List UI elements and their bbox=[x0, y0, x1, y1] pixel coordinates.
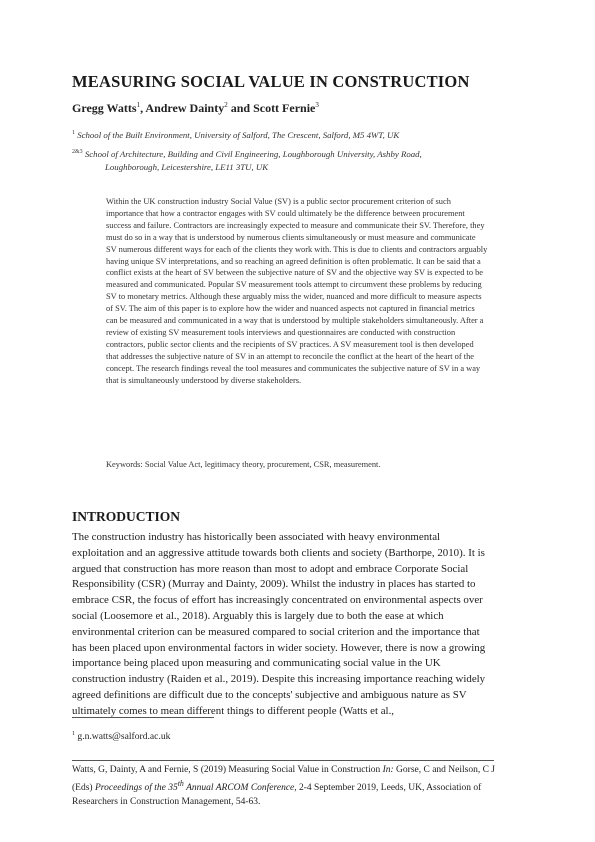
citation-proceedings bbox=[94, 779, 297, 794]
author-separator: and bbox=[227, 101, 254, 115]
author-name: Andrew Dainty bbox=[145, 101, 225, 115]
author-affiliation-marker: 1 bbox=[136, 101, 141, 109]
proceedings-title: Proceedings of the 35 bbox=[94, 783, 178, 794]
footnote-email: g.n.watts@salford.ac.uk bbox=[77, 731, 171, 743]
citation-block bbox=[72, 763, 502, 809]
paper-title: MEASURING SOCIAL VALUE IN CONSTRUCTION bbox=[72, 72, 470, 91]
citation-divider bbox=[72, 760, 494, 761]
keywords: Keywords: Social Value Act, legitimacy theory, procurement, CSR, measurement. bbox=[106, 460, 381, 469]
affiliation-text-continued: Loughborough, Leicestershire, LE11 3TU, UK bbox=[105, 161, 269, 172]
affiliation bbox=[72, 127, 399, 142]
citation-text: Gorse, C and Neilson, C J (Eds) bbox=[72, 765, 495, 794]
affiliation-text: School of the Built Environment, University of Salford, The Crescent, Salford, M5 4WT, UK bbox=[77, 129, 400, 140]
author-separator: , bbox=[140, 101, 146, 115]
proceedings-title-end: Annual ARCOM Conference, bbox=[183, 783, 297, 794]
citation-in: In: bbox=[382, 765, 394, 775]
ordinal-suffix: th bbox=[177, 779, 184, 788]
citation-text: Watts, G, Dainty, A and Fernie, S (2019) Measuring Social Value in Construction bbox=[72, 765, 383, 775]
author-name: Gregg Watts bbox=[72, 101, 137, 115]
footnote-marker: 1 bbox=[72, 731, 75, 737]
author-affiliation-marker: 3 bbox=[315, 101, 319, 109]
affiliation-text: School of Architecture, Building and Civil Engineering, Loughborough University, Ashby Road, bbox=[84, 148, 422, 159]
footnote bbox=[72, 731, 170, 742]
affiliation-marker: 2&3 bbox=[72, 149, 83, 155]
affiliation-marker: 1 bbox=[72, 130, 75, 136]
citation-text: 2-4 September 2019, Leeds, UK, Association of Researchers in Construction Management, 54-63. bbox=[72, 783, 482, 808]
body-paragraph: The construction industry has historically been associated with heavy environmental exploitation and an aggressive attitude towards both clients and society (Barthorpe, 2010). It is argued that construction has more reason than most to adopt and embrace Corporate Social Responsibility (CSR) (Murray and Dainty, 2009). Whilst the industry in places has started to embrace CSR, the focus of effort has increasingly concentrated on environmental aspects over social (Loosemore et al., 2018). Arguably this is largely due to both the ease at which environmental criterion can be measured compared to social criterion and the importance that has been placed upon environmental factors in wider society. However, there is now a growing importance being placed upon measuring and communicating social value in the UK construction industry (Raiden et al., 2019). Despite this increasing importance reaching widely agreed definitions are difficult due to the concepts' subjective and ambiguous nature as SV ultimately comes to mean different things to different people (Watts et al., bbox=[72, 531, 486, 717]
author-name: Scott Fernie bbox=[253, 101, 316, 115]
author-list bbox=[72, 101, 319, 116]
section-heading: INTRODUCTION bbox=[72, 509, 181, 524]
abstract: Within the UK construction industry Social Value (SV) is a public sector procurement criterion of such importance that how a contractor engages with SV could ultimately be the difference between procurement success and failure. Contractors are increasingly expected to measure and communicate their SV. Therefore, they must do so in a way that is understood by numerous clients simultaneously or must measure and communicate SV numerous different ways for each of the clients they work with. This is due to clients and contractors arguably having unique SV interpretations, and so reaching an agreed definition is often problematic. It can be said that a conflict exists at the heart of SV between the subjective nature of SV and the objective way SV is expected to be measured and communicated. Popular SV measurement tools attempt to circumvent these problems by reducing SV to monetary metrics. Although these arguably miss the wider, nuanced and more difficult to measure aspects of SV. The aim of this paper is to explore how the wider and nuanced aspects not captured in financial metrics can be measured and communicated in a way that is understood by multiple stakeholders simultaneously. After a review of existing SV measurement tools interviews and questionnaires are conducted with construction contractors, public sector clients and the recipients of SV practices. A SV measurement tool is then developed that addresses the subjective nature of SV in an attempt to reconcile the conflict at the heart of the heart of the concept. The research findings reveal the tool measures and communicates the subjective nature of SV in a way that is simultaneously understood by diverse stakeholders. bbox=[106, 197, 488, 385]
author-affiliation-marker: 2 bbox=[224, 101, 228, 109]
footnote-divider bbox=[72, 717, 214, 718]
affiliation bbox=[72, 146, 482, 174]
